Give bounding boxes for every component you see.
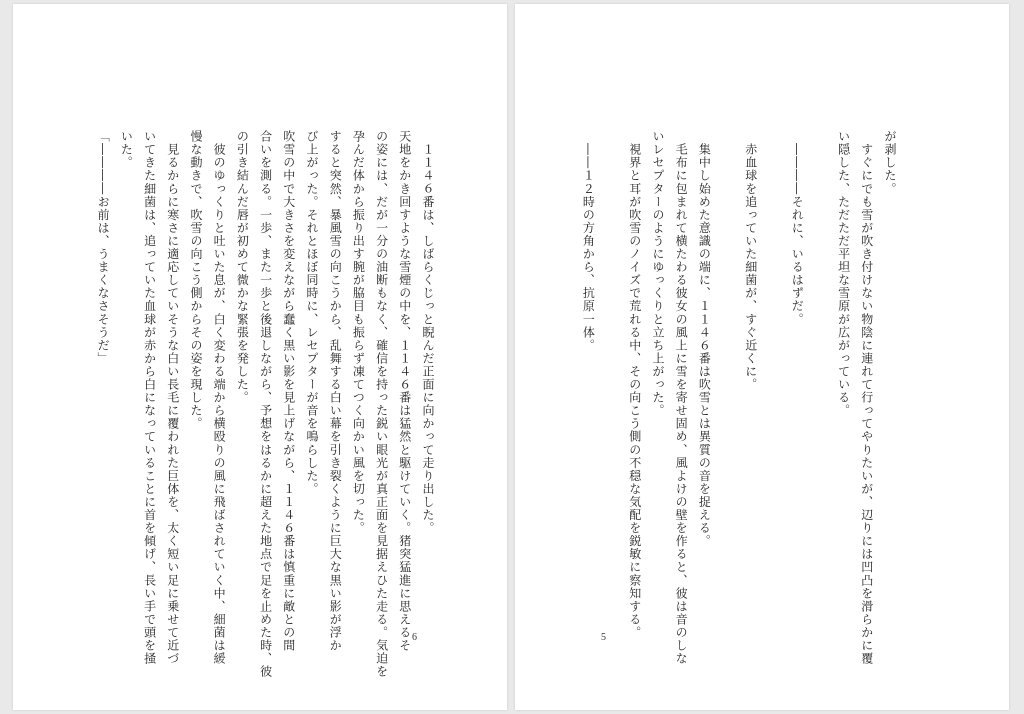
blank-line <box>808 130 831 600</box>
text-line: 「――――お前は、うまくなさそうだ」 <box>96 130 111 365</box>
text-line: 毛布に包まれて横たわる彼女の風上に雪を寄せ固め、風よけの壁を作ると、彼は音のしな <box>674 130 689 666</box>
text-line: 孕んだ体から振り出す腕が脇目も振らず凍てつく向かい風を切った。 <box>351 130 366 535</box>
text-line: び上がった。それとほぼ同時に、レセプターが音を鳴らした。 <box>304 130 319 496</box>
text-line: 天地をかき回すような雪煙の中を、１１４６番は猛然と駆けていく。猪突猛進に思えるそ <box>397 130 412 652</box>
left-page <box>13 4 507 710</box>
text-line: 吹雪の中で大きさを変えながら蠢く黒い影を見上げながら、１１４６番は慎重に敵との間 <box>281 130 296 652</box>
text-line: い隠した、ただただ平坦な雪原が広がっている。 <box>836 130 851 418</box>
page-number: 6 <box>412 632 417 643</box>
text-line: が剥した。 <box>883 130 897 196</box>
text-line: ――――それに、いるはずだ。 <box>790 130 805 326</box>
right-page-text <box>576 130 901 666</box>
right-page <box>515 4 1009 710</box>
text-line: 視界と耳が吹雪のノイズで荒れる中、その向こう側の不穏な気配を鋭敏に察知する。 <box>627 130 642 639</box>
text-line: 見るからに寒さに適応していそうな白い長毛に覆われた巨体を、太く短い足に乗せて近づ <box>165 130 180 666</box>
text-line: １１４６番は、しばらくじっと睨んだ正面に向かって走り出した。 <box>421 130 435 535</box>
text-line: 彼のゆっくりと吐いた息が、白く変わる端から横殴りの風に飛ばされていく中、細菌は緩 <box>212 130 227 666</box>
text-line: いレセプターのようにゆっくりと立ち上がった。 <box>650 130 665 418</box>
left-page-text <box>91 130 439 679</box>
text-line: 慢な動きで、吹雪の向こう側からその姿を現した。 <box>188 130 203 431</box>
text-line: すぐにでも雪が吹き付けない物陰に連れて行ってやりたいが、辺りには凹凸を滑らかに覆 <box>859 130 874 666</box>
text-line: ――１２時の方角から、抗原一体。 <box>581 130 596 352</box>
blank-line <box>715 130 738 600</box>
text-line: いた。 <box>119 130 134 170</box>
blank-line <box>762 130 785 600</box>
text-line: 赤血球を追っていた細菌が、すぐ近くに。 <box>743 130 758 391</box>
text-line: 合いを測る。一歩、また一歩と後退しながら、予想をはるかに超えた地点で足を止めた時、彼 <box>258 130 273 679</box>
text-line: の姿には、だが一分の油断もなく、確信を持った鋭い眼光が真正面を見据えひた走る。気迫を <box>374 130 389 679</box>
text-line: の引き結んだ唇が初めて微かな緊張を発した。 <box>235 130 250 405</box>
page-number: 5 <box>601 632 606 643</box>
blank-line <box>599 130 622 600</box>
text-line: すると突然、暴風雪の向こうから、乱舞する白い幕を引き裂くように巨大な黒い影が浮か <box>328 130 343 652</box>
text-line: 集中し始めた意識の端に、１１４６番は吹雪とは異質の音を捉える。 <box>697 130 712 548</box>
text-line: いてきた細菌は、追っていた血球が赤から白になっていることに首を傾げ、長い手で頭を掻 <box>142 130 157 666</box>
